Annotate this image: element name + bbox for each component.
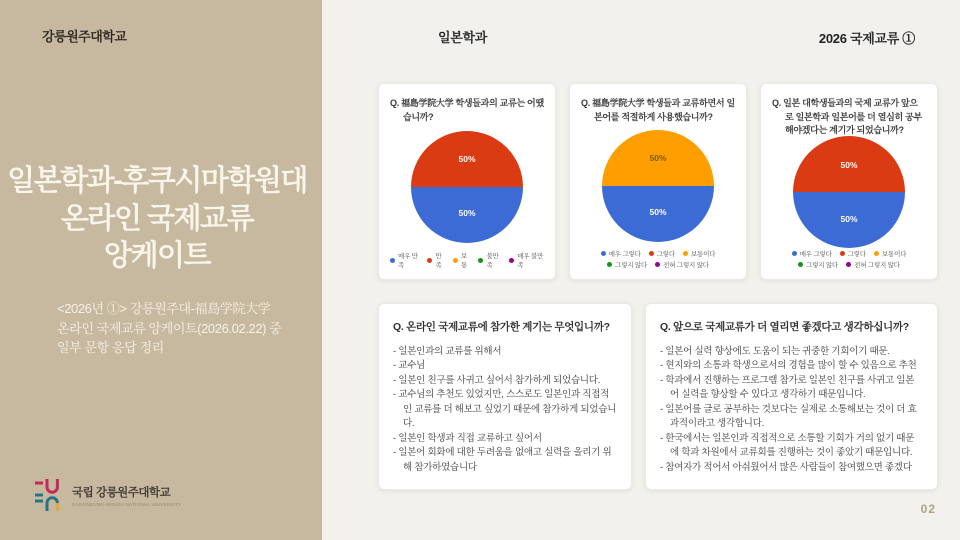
legend-row bbox=[390, 251, 544, 269]
slide-subtitle-line: 일부 문항 응답 정리 bbox=[57, 340, 164, 355]
sidebar-panel bbox=[0, 0, 322, 540]
qa-answer: - 학과에서 진행하는 프로그램 참가로 일본인 친구를 사귀고 일본어 실력을 향상할 수 있다고 생각하기 때문입니다. bbox=[660, 374, 923, 403]
pie-chart-area bbox=[772, 138, 926, 248]
pie-slice-label: 50% bbox=[840, 159, 858, 170]
legend-dot-icon bbox=[655, 262, 660, 267]
chart-legend bbox=[581, 247, 735, 272]
pie-slice-label: 50% bbox=[840, 213, 858, 224]
qa-answer: - 한국에서는 일본인과 직접적으로 소통할 기회가 거의 없기 때문에 학과 차원에서 교류회를 진행하는 것이 좋았기 때문입니다. bbox=[660, 432, 923, 461]
qa-answer: - 일본인 친구를 사귀고 싶어서 참가하게 되었습니다. bbox=[393, 374, 617, 388]
qa-answer: - 교수님 bbox=[393, 359, 617, 373]
legend-dot-icon bbox=[792, 251, 797, 256]
slide-subtitle bbox=[57, 299, 297, 358]
legend-dot-icon bbox=[840, 251, 845, 256]
slide-subtitle-line: <2026년 ①> 강릉원주대-福島学院大学 bbox=[57, 301, 271, 316]
legend-dot-icon bbox=[649, 251, 654, 256]
legend-label: 그렇다 bbox=[656, 251, 675, 258]
legend-dot-icon bbox=[601, 251, 606, 256]
chart-question: Q. 福島学院大学 학생들과의 교류는 어땠습니까? bbox=[390, 98, 544, 122]
qa-card bbox=[645, 303, 938, 490]
qa-question: Q. 앞으로 국제교류가 더 열리면 좋겠다고 생각하십니까? bbox=[660, 321, 909, 333]
university-logo-name-en: GANGNEUNG-WONJU NATIONAL UNIVERSITY bbox=[72, 501, 182, 507]
legend-dot-icon bbox=[683, 251, 688, 256]
legend-dot-icon bbox=[427, 258, 432, 263]
qa-answer: - 일본인 학생과 직접 교류하고 싶어서 bbox=[393, 432, 617, 446]
pie-chart bbox=[602, 130, 714, 242]
legend-item bbox=[792, 249, 832, 258]
legend-label: 그렇다 bbox=[847, 251, 866, 258]
slide-title-line: 일본학과-후쿠시마학원대 bbox=[7, 165, 307, 197]
university-logo-name: 국립 강릉원주대학교 bbox=[72, 486, 171, 499]
pie-slice-label: 50% bbox=[458, 207, 476, 218]
legend-dot-icon bbox=[874, 251, 879, 256]
legend-item bbox=[601, 249, 641, 258]
slide-title-line: 앙케이트 bbox=[103, 240, 211, 273]
qa-question: Q. 온라인 국제교류에 참가한 계기는 무엇입니까? bbox=[393, 321, 610, 333]
chart-card bbox=[569, 83, 747, 280]
pie-chart bbox=[793, 136, 905, 248]
legend-item bbox=[649, 249, 675, 258]
legend-label: 만족 bbox=[435, 253, 442, 269]
chart-legend bbox=[772, 247, 926, 272]
chart-card bbox=[760, 83, 938, 280]
legend-item bbox=[655, 260, 709, 269]
charts-row bbox=[378, 83, 938, 280]
legend-row bbox=[792, 249, 907, 258]
legend-dot-icon bbox=[846, 262, 851, 267]
legend-row bbox=[601, 249, 716, 258]
pie-chart bbox=[411, 131, 523, 243]
qa-answer-list bbox=[393, 345, 617, 475]
header-edition-label: 2026 국제교류 ① bbox=[818, 31, 915, 46]
qa-answer: - 현지와의 소통과 학생으로서의 경험을 많이 할 수 있음으로 추천 bbox=[660, 359, 923, 373]
legend-dot-icon bbox=[798, 262, 803, 267]
legend-row bbox=[607, 260, 709, 269]
pie-slice-label: 50% bbox=[649, 153, 667, 164]
legend-item bbox=[427, 251, 445, 269]
legend-item bbox=[478, 251, 501, 269]
slide-title-line: 온라인 국제교류 bbox=[60, 202, 254, 235]
pie-slice-label: 50% bbox=[458, 154, 476, 165]
slide-subtitle-line: 온라인 국제교류 앙케이트(2026.02.22) 중 bbox=[57, 320, 282, 336]
chart-question: Q. 일본 대학생들과의 국제 교류가 앞으로 일본학과 일본어를 더 열심히 공부해야겠다는 계기가 되었습니까? bbox=[772, 98, 922, 135]
legend-item bbox=[798, 260, 838, 269]
legend-item bbox=[840, 249, 866, 258]
pie-chart-area bbox=[390, 124, 544, 249]
legend-row bbox=[798, 260, 900, 269]
legend-label: 매우 불만족 bbox=[517, 253, 544, 269]
slide-title bbox=[0, 163, 314, 276]
legend-label: 전혀 그렇지 않다 bbox=[854, 262, 900, 269]
legend-dot-icon bbox=[453, 258, 458, 263]
legend-dot-icon bbox=[390, 258, 395, 263]
legend-label: 그렇지 않다 bbox=[615, 262, 648, 269]
qa-answer: - 일본어 회화에 대한 두려움을 없애고 실력을 올리기 위해 참가하였습니다 bbox=[393, 446, 617, 475]
legend-label: 매우 그렇다 bbox=[799, 251, 832, 258]
page-number: 02 bbox=[920, 502, 936, 516]
legend-item bbox=[607, 260, 647, 269]
legend-dot-icon bbox=[509, 258, 514, 263]
legend-dot-icon bbox=[607, 262, 612, 267]
qa-row bbox=[378, 303, 938, 490]
legend-item bbox=[453, 251, 471, 269]
legend-item bbox=[874, 249, 906, 258]
legend-dot-icon bbox=[478, 258, 483, 263]
university-logo-mark-icon bbox=[33, 477, 63, 513]
chart-question: Q. 福島学院大学 학생들과 교류하면서 일본어를 적절하게 사용했습니까? bbox=[581, 98, 735, 122]
qa-answer: - 일본어 실력 향상에도 도움이 되는 귀중한 기회이기 때문. bbox=[660, 345, 923, 359]
qa-card bbox=[378, 303, 632, 490]
university-name: 강릉원주대학교 bbox=[42, 29, 127, 44]
qa-answer-list bbox=[660, 345, 923, 475]
legend-label: 보통이다 bbox=[881, 251, 907, 258]
pie-slice-label: 50% bbox=[649, 206, 667, 217]
qa-answer: - 일본인과의 교류를 위해서 bbox=[393, 345, 617, 359]
qa-answer: - 참여자가 적어서 아쉬웠어서 많은 사람들이 참여했으면 좋겠다 bbox=[660, 461, 923, 475]
legend-label: 매우 만족 bbox=[398, 253, 418, 269]
legend-item bbox=[390, 251, 419, 269]
legend-label: 보통 bbox=[460, 253, 468, 269]
chart-card bbox=[378, 83, 556, 280]
legend-label: 전혀 그렇지 않다 bbox=[663, 262, 709, 269]
legend-label: 보통이다 bbox=[690, 251, 716, 258]
legend-label: 그렇지 않다 bbox=[806, 262, 839, 269]
header-department-label: 일본학과 bbox=[438, 30, 488, 45]
qa-answer: - 교수님의 추천도 있었지만, 스스로도 일본인과 직접적인 교류를 더 해보고 싶었기 때문에 참가하게 되었습니다. bbox=[393, 388, 617, 431]
legend-item bbox=[509, 251, 544, 269]
legend-label: 불만족 bbox=[486, 253, 499, 269]
university-logo-text bbox=[72, 484, 182, 507]
university-logo bbox=[33, 477, 182, 513]
pie-chart-area bbox=[581, 124, 735, 247]
legend-item bbox=[846, 260, 900, 269]
chart-legend bbox=[390, 249, 544, 272]
legend-label: 매우 그렇다 bbox=[608, 251, 641, 258]
legend-item bbox=[683, 249, 715, 258]
qa-answer: - 일본어를 글로 공부하는 것보다는 실제로 소통해보는 것이 더 효과적이라고 생각합니다. bbox=[660, 403, 923, 432]
